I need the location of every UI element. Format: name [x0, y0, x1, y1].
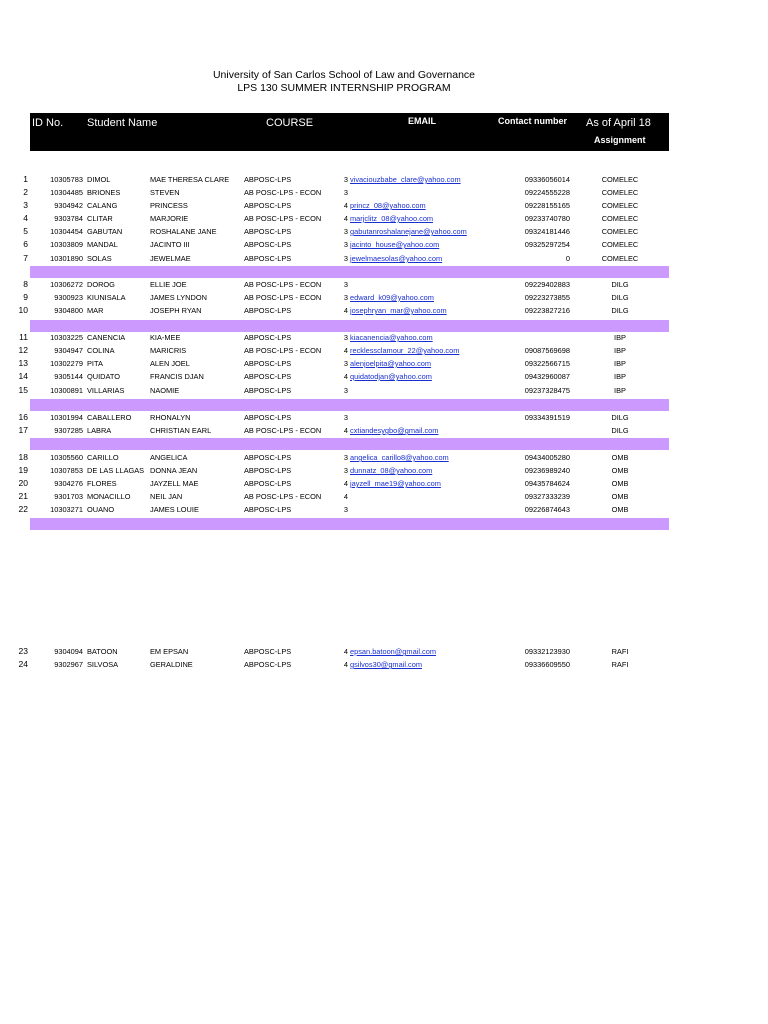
student-id: 10305783 [50, 175, 83, 184]
last-name: SILVOSA [87, 660, 119, 669]
year-level: 4 [343, 214, 348, 223]
assignment: OMB [611, 466, 629, 475]
assignment: OMB [611, 479, 629, 488]
table-row [0, 370, 700, 383]
assignment: DILG [611, 280, 629, 289]
year-level: 3 [343, 505, 348, 514]
table-row [0, 199, 700, 212]
table-row [0, 658, 700, 671]
course: AB POSC-LPS - ECON [244, 426, 322, 435]
course: AB POSC-LPS - ECON [244, 280, 322, 289]
assignment: RAFI [611, 647, 629, 656]
student-id: 10304454 [50, 227, 83, 236]
year-level: 3 [343, 175, 348, 184]
last-name: FLORES [87, 479, 117, 488]
group-separator [30, 266, 669, 278]
first-name: NEIL JAN [150, 492, 183, 501]
assignment: DILG [611, 413, 629, 422]
row-number: 22 [18, 504, 28, 514]
year-level: 4 [343, 346, 348, 355]
contact-number: 09322566715 [524, 359, 570, 368]
last-name: DIMOL [87, 175, 111, 184]
row-number: 7 [23, 253, 28, 263]
table-row [0, 238, 700, 251]
contact-number: 09432960087 [524, 372, 570, 381]
first-name: JAYZELL MAE [150, 479, 199, 488]
row-number: 12 [18, 345, 28, 355]
first-name: PRINCESS [150, 201, 188, 210]
contact-number: 09434005280 [524, 453, 570, 462]
table-row [0, 173, 700, 186]
row-number: 21 [18, 491, 28, 501]
course: ABPOSC-LPS [244, 201, 292, 210]
year-level: 4 [343, 479, 348, 488]
student-id: 9304800 [54, 306, 83, 315]
assignment: COMELEC [601, 214, 639, 223]
email-link[interactable]: princz_08@yahoo.com [350, 201, 426, 210]
email-link[interactable]: jewelmaesolas@yahoo.com [350, 254, 443, 263]
table-row [0, 225, 700, 238]
year-level: 4 [343, 201, 348, 210]
last-name: CANENCIA [87, 333, 126, 342]
row-number: 17 [18, 425, 28, 435]
row-number: 23 [18, 646, 28, 656]
course: ABPOSC-LPS [244, 372, 292, 381]
course: ABPOSC-LPS [244, 453, 292, 462]
table-header [30, 113, 669, 151]
first-name: RHONALYN [150, 413, 191, 422]
table-row [0, 278, 700, 291]
first-name: ROSHALANE JANE [150, 227, 217, 236]
first-name: KIA-MEE [150, 333, 181, 342]
course: ABPOSC-LPS [244, 254, 292, 263]
row-number: 14 [18, 371, 28, 381]
last-name: MANDAL [87, 240, 118, 249]
contact-number: 09327333239 [524, 492, 570, 501]
email-link[interactable]: epsan.batoon@gmail.com [350, 647, 436, 656]
table-row [0, 186, 700, 199]
student-id: 9304942 [54, 201, 83, 210]
course: ABPOSC-LPS [244, 413, 292, 422]
student-id: 10300891 [50, 386, 83, 395]
row-number: 10 [18, 305, 28, 315]
contact-number: 09087569698 [524, 346, 570, 355]
table-row [0, 357, 700, 370]
student-id: 10306272 [50, 280, 83, 289]
last-name: MAR [87, 306, 104, 315]
assignment: IBP [614, 386, 626, 395]
table-row [0, 477, 700, 490]
last-name: COLINA [87, 346, 115, 355]
email-link[interactable]: gsilvos30@gmail.com [350, 660, 422, 669]
student-id: 9304276 [54, 479, 83, 488]
header-assignment: Assignment [594, 135, 646, 145]
first-name: NAOMIE [150, 386, 180, 395]
student-id: 10304485 [50, 188, 83, 197]
year-level: 3 [343, 254, 348, 263]
course: ABPOSC-LPS [244, 306, 292, 315]
year-level: 4 [343, 372, 348, 381]
assignment: COMELEC [601, 188, 639, 197]
row-number: 18 [18, 452, 28, 462]
year-level: 4 [343, 492, 348, 501]
first-name: ANGELICA [150, 453, 188, 462]
assignment: DILG [611, 293, 629, 302]
row-number: 1 [23, 174, 28, 184]
student-id: 10301994 [50, 413, 83, 422]
assignment: COMELEC [601, 201, 639, 210]
contact-number: 09237328475 [524, 386, 570, 395]
email-link[interactable]: kiacanencia@yahoo.com [350, 333, 433, 342]
year-level: 3 [343, 240, 348, 249]
year-level: 3 [343, 359, 348, 368]
year-level: 3 [343, 386, 348, 395]
last-name: DE LAS LLAGAS [87, 466, 145, 475]
email-link[interactable]: alenjoelpita@yahoo.com [350, 359, 432, 368]
assignment: IBP [614, 346, 626, 355]
student-id: 10301890 [50, 254, 83, 263]
contact-number: 09226874643 [524, 505, 570, 514]
email-link[interactable]: dunnatz_08@yahoo.com [350, 466, 433, 475]
student-id: 9304094 [54, 647, 83, 656]
student-id: 9304947 [54, 346, 83, 355]
student-id: 10305560 [50, 453, 83, 462]
last-name: QUIDATO [87, 372, 120, 381]
year-level: 3 [343, 188, 348, 197]
email-link[interactable]: jayzell_mae19@yahoo.com [350, 479, 441, 488]
row-number: 11 [19, 332, 28, 342]
group-separator [30, 438, 669, 450]
email-link[interactable]: cxtiandesygbo@gmail.com [350, 426, 439, 435]
contact-number: 09435784624 [524, 479, 570, 488]
course: ABPOSC-LPS [244, 333, 292, 342]
header-student-name: Student Name [87, 117, 158, 129]
student-id: 9305144 [54, 372, 83, 381]
year-level: 3 [343, 227, 348, 236]
last-name: SOLAS [87, 254, 112, 263]
assignment: OMB [611, 505, 629, 514]
last-name: CLITAR [87, 214, 113, 223]
email-link[interactable]: angelica_carillo8@yahoo.com [350, 453, 449, 462]
row-number: 6 [23, 239, 28, 249]
year-level: 4 [343, 647, 348, 656]
contact-number: 09324181446 [524, 227, 570, 236]
student-id: 9302967 [54, 660, 83, 669]
header-email: EMAIL [408, 116, 436, 126]
table-row [0, 411, 700, 424]
year-level: 3 [343, 280, 348, 289]
course: ABPOSC-LPS [244, 479, 292, 488]
assignment: DILG [611, 426, 629, 435]
row-number: 5 [23, 226, 28, 236]
row-number: 4 [23, 213, 28, 223]
contact-number: 09336609550 [524, 660, 570, 669]
assignment: IBP [614, 372, 626, 381]
last-name: PITA [87, 359, 103, 368]
row-number: 19 [18, 465, 28, 475]
assignment: OMB [611, 492, 629, 501]
first-name: MARJORIE [150, 214, 189, 223]
course: ABPOSC-LPS [244, 660, 292, 669]
first-name: JAMES LYNDON [150, 293, 207, 302]
last-name: DOROG [87, 280, 115, 289]
row-number: 3 [23, 200, 28, 210]
table-row [0, 384, 700, 397]
row-number: 8 [23, 279, 28, 289]
first-name: CHRISTIAN EARL [150, 426, 212, 435]
table-row [0, 252, 700, 265]
table-row [0, 451, 700, 464]
table-row [0, 490, 700, 503]
student-id: 10303809 [50, 240, 83, 249]
assignment: COMELEC [601, 175, 639, 184]
table-row [0, 503, 700, 516]
first-name: ALEN JOEL [150, 359, 190, 368]
last-name: BRIONES [87, 188, 121, 197]
year-level: 3 [343, 333, 348, 342]
assignment: OMB [611, 453, 629, 462]
document-subtitle: LPS 130 SUMMER INTERNSHIP PROGRAM [237, 82, 451, 94]
email-link[interactable]: gabutanroshalanejane@yahoo.com [350, 227, 467, 236]
table-row [0, 331, 700, 344]
table-row [0, 424, 700, 437]
student-id: 9303784 [54, 214, 83, 223]
email-link[interactable]: jacinto_house@yahoo.com [350, 240, 440, 249]
first-name: MARICRIS [150, 346, 187, 355]
email-link[interactable]: vivaciouzbabe_clare@yahoo.com [350, 175, 461, 184]
assignment: IBP [614, 333, 626, 342]
contact-number: 09229402883 [524, 280, 570, 289]
course: AB POSC-LPS - ECON [244, 492, 322, 501]
year-level: 3 [343, 293, 348, 302]
contact-number: 09223827216 [524, 306, 570, 315]
course: AB POSC-LPS - ECON [244, 188, 322, 197]
course: ABPOSC-LPS [244, 227, 292, 236]
assignment: COMELEC [601, 254, 639, 263]
course: AB POSC-LPS - ECON [244, 346, 322, 355]
student-id: 9300923 [54, 293, 83, 302]
assignment: COMELEC [601, 227, 639, 236]
header-id: ID No. [32, 117, 64, 129]
row-number: 20 [18, 478, 28, 488]
course: ABPOSC-LPS [244, 466, 292, 475]
year-level: 4 [343, 306, 348, 315]
first-name: JEWELMAE [150, 254, 191, 263]
last-name: OUANO [87, 505, 115, 514]
course: ABPOSC-LPS [244, 647, 292, 656]
contact-number: 09223273855 [524, 293, 570, 302]
first-name: JAMES LOUIE [150, 505, 199, 514]
course: ABPOSC-LPS [244, 240, 292, 249]
contact-number: 09336056014 [524, 175, 570, 184]
contact-number: 09224555228 [524, 188, 570, 197]
last-name: VILLARIAS [87, 386, 125, 395]
row-number: 24 [18, 659, 28, 669]
email-link[interactable]: edward_k09@yahoo.com [350, 293, 434, 302]
first-name: ELLIE JOE [150, 280, 187, 289]
course: ABPOSC-LPS [244, 359, 292, 368]
contact-number: 09334391519 [524, 413, 570, 422]
email-link[interactable]: recklessclamour_22@yahoo.com [350, 346, 460, 355]
first-name: MAE THERESA CLARE [150, 175, 230, 184]
course: AB POSC-LPS - ECON [244, 293, 322, 302]
last-name: LABRA [87, 426, 112, 435]
course: AB POSC-LPS - ECON [244, 214, 322, 223]
student-id: 9307285 [54, 426, 83, 435]
first-name: JACINTO III [150, 240, 190, 249]
contact-number: 09236989240 [524, 466, 570, 475]
assignment: RAFI [611, 660, 629, 669]
table-row [0, 464, 700, 477]
contact-number: 09332123930 [524, 647, 570, 656]
email-link[interactable]: marjclitz_08@yahoo.com [350, 214, 434, 223]
header-as-of: As of April 18 [586, 117, 651, 129]
year-level: 3 [343, 453, 348, 462]
table-row [0, 645, 700, 658]
last-name: GABUTAN [87, 227, 123, 236]
header-contact: Contact number [498, 116, 568, 126]
row-number: 16 [18, 412, 28, 422]
row-number: 13 [18, 358, 28, 368]
first-name: FRANCIS DJAN [150, 372, 204, 381]
contact-number: 09325297254 [524, 240, 570, 249]
contact-number: 09228155165 [524, 201, 570, 210]
course: ABPOSC-LPS [244, 175, 292, 184]
year-level: 3 [343, 466, 348, 475]
row-number: 9 [23, 292, 28, 302]
last-name: CALANG [87, 201, 118, 210]
group-separator [30, 399, 669, 411]
student-id: 10302279 [50, 359, 83, 368]
table-row [0, 291, 700, 304]
contact-number: 0 [565, 254, 570, 263]
email-link[interactable]: josephryan_mar@yahoo.com [350, 306, 447, 315]
header-course: COURSE [266, 117, 314, 129]
contact-number: 09233740780 [524, 214, 570, 223]
first-name: JOSEPH RYAN [150, 306, 202, 315]
row-number: 2 [23, 187, 28, 197]
table-row [0, 304, 700, 317]
last-name: BATOON [87, 647, 118, 656]
first-name: GERALDINE [150, 660, 193, 669]
table-row [0, 212, 700, 225]
last-name: CABALLERO [87, 413, 132, 422]
row-number: 15 [18, 385, 28, 395]
last-name: MONACILLO [87, 492, 131, 501]
email-link[interactable]: quidatodjan@yahoo.com [350, 372, 432, 381]
first-name: DONNA JEAN [150, 466, 198, 475]
first-name: EM EPSAN [150, 647, 189, 656]
student-id: 10303271 [50, 505, 83, 514]
student-id: 10307853 [50, 466, 83, 475]
student-id: 9301703 [54, 492, 83, 501]
last-name: KIUNISALA [87, 293, 126, 302]
year-level: 4 [343, 426, 348, 435]
student-id: 10303225 [50, 333, 83, 342]
last-name: CARILLO [87, 453, 119, 462]
course: ABPOSC-LPS [244, 386, 292, 395]
assignment: IBP [614, 359, 626, 368]
assignment: DILG [611, 306, 629, 315]
assignment: COMELEC [601, 240, 639, 249]
group-separator [30, 518, 669, 530]
first-name: STEVEN [150, 188, 180, 197]
year-level: 3 [343, 413, 348, 422]
table-row [0, 344, 700, 357]
course: ABPOSC-LPS [244, 505, 292, 514]
document-title: University of San Carlos School of Law and Governance [212, 69, 476, 81]
year-level: 4 [343, 660, 348, 669]
